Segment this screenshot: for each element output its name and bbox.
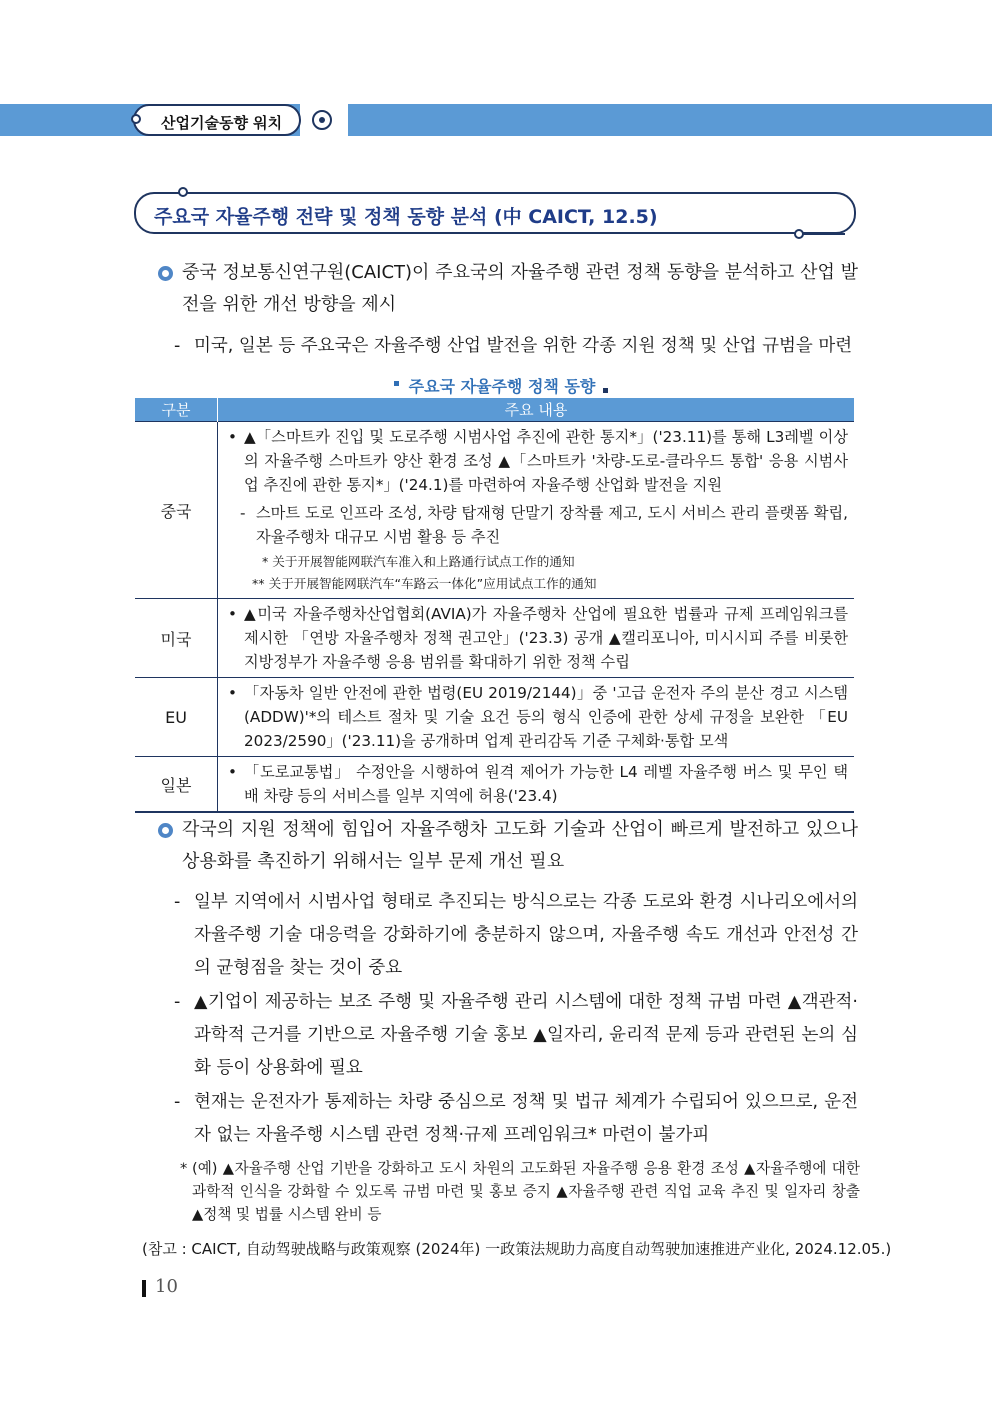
caption-square-icon xyxy=(394,381,399,386)
table-row-eu xyxy=(135,678,854,757)
dash-text: 현재는 운전자가 통제하는 차량 중심으로 정책 및 법규 체계가 수립되어 있으므로, 운전자 없는 자율주행 시스템 관련 정책·규제 프레임워크* 마련이 불가피 xyxy=(194,1092,858,1145)
content-cell xyxy=(218,422,855,599)
table-caption-text: 주요국 자율주행 정책 동향 xyxy=(408,377,596,396)
footnote-2: ** 关于开展智能网联汽车“车路云一体化”应用试点工作的通知 xyxy=(252,576,597,591)
table-caption xyxy=(0,374,992,397)
article-title-box xyxy=(134,192,856,234)
page-number-bar xyxy=(142,1280,146,1297)
content-dash xyxy=(226,501,848,549)
content-bullet xyxy=(226,602,848,674)
footnote-block xyxy=(180,1157,860,1229)
bullet-2-dash-1 xyxy=(174,886,858,986)
section-label-pill xyxy=(133,104,301,136)
country-cell: 미국 xyxy=(135,599,218,678)
page-number: 10 xyxy=(155,1276,178,1297)
table-row-usa xyxy=(135,599,854,678)
bullet-circle-icon xyxy=(158,823,173,838)
bullet-marker: • xyxy=(228,428,237,446)
col-header-content: 주요 내용 xyxy=(218,398,855,422)
dash-marker: - xyxy=(240,504,246,522)
content-cell xyxy=(218,599,855,678)
article-title: 주요국 자율주행 전략 및 정책 동향 분석 (中 CAICT, 12.5) xyxy=(154,206,658,228)
bullet-2-text: 각국의 지원 정책에 힘입어 자율주행차 고도화 기술과 산업이 빠르게 발전하고 있으나 상용화를 촉진하기 위해서는 일부 문제 개선 필요 xyxy=(182,819,858,872)
bullet-point-2 xyxy=(158,814,858,878)
bullet-text: 「자동차 일반 안전에 관한 법령(EU 2019/2144)」중 '고급 운전자 주의 분산 경고 시스템(ADDW)'*의 테스트 절차 및 기술 요건 등의 형식 인증에 관한 상세 규정을 보완한 「EU 2023/2590」('23.11)을 공개하며 업계 관리감독 기준 구체화·통합 모색 xyxy=(244,684,848,750)
footnote-1: * 关于开展智能网联汽车准入和上路通行试点工作的通知 xyxy=(262,554,575,569)
reference-citation: (참고 : CAICT, 自动驾驶战略与政策观察 (2024年) 一政策法规助力高度自动驾驶加速推进产业化, 2024.12.05.) xyxy=(142,1240,892,1258)
dash-marker: - xyxy=(174,1092,181,1112)
content-bullet xyxy=(226,760,848,808)
bullet-1-dash-1 xyxy=(174,330,858,363)
dash-marker: - xyxy=(174,892,181,912)
bullet-text: ▲「스마트카 진입 및 도로주행 시범사업 추진에 관한 통지*」('23.11)를 통해 L3레벨 이상의 자율주행 스마트카 양산 환경 조성 ▲「스마트카 '차량-도로-클라우드 통합' 응용 시범사업 추진에 관한 통지*」('24.1)를 마련하여 자율주행 산업화 발전을 지원 xyxy=(244,428,848,494)
footnote-marker: * xyxy=(180,1160,188,1177)
table-header-row xyxy=(135,398,854,422)
content-cell xyxy=(218,678,855,757)
policy-table xyxy=(135,398,854,813)
section-label: 산업기술동향 워치 xyxy=(161,114,283,132)
dash-text: 스마트 도로 인프라 조성, 차량 탑재형 단말기 장착률 제고, 도시 서비스 관리 플랫폼 확립, 자율주행차 대규모 시범 활용 등 추진 xyxy=(256,504,848,546)
pill-dot-icon xyxy=(131,114,141,124)
title-knob-icon xyxy=(178,187,188,197)
dash-text: 미국, 일본 등 주요국은 자율주행 산업 발전을 위한 각종 지원 정책 및 산업 규범을 마련 xyxy=(194,336,853,356)
dash-marker: - xyxy=(174,992,181,1012)
bullet-marker: • xyxy=(228,605,237,623)
content-cell xyxy=(218,757,855,813)
col-header-category: 구분 xyxy=(135,398,218,422)
bullet-text: 「도로교통법」 수정안을 시행하여 원격 제어가 가능한 L4 레벨 자율주행 버스 및 무인 택배 차량 등의 서비스를 일부 지역에 허용('23.4) xyxy=(244,763,848,805)
bullet-circle-icon xyxy=(158,266,173,281)
caption-square-icon xyxy=(603,388,608,393)
dash-text: 일부 지역에서 시범사업 형태로 추진되는 방식으로는 각종 도로와 환경 시나리오에서의 자율주행 기술 대응력을 강화하기에 충분하지 않으며, 자율주행 속도 개선과 안전성 간의 균형점을 찾는 것이 중요 xyxy=(194,892,858,978)
footnote-text: (예) ▲자율주행 산업 기반을 강화하고 도시 차원의 고도화된 자율주행 응용 환경 조성 ▲자율주행에 대한 과학적 인식을 강화할 수 있도록 규범 마련 및 홍보 증지 ▲자율주행 관련 직업 교육 추진 및 일자리 창출 ▲정책 및 법률 시스템 완비 등 xyxy=(192,1160,860,1223)
content-bullet xyxy=(226,681,848,753)
bullet-marker: • xyxy=(228,684,237,702)
bullet-marker: • xyxy=(228,763,237,781)
table-row-china xyxy=(135,422,854,599)
bullet-2-dash-2 xyxy=(174,986,858,1086)
dash-text: ▲기업이 제공하는 보조 주행 및 자율주행 관리 시스템에 대한 정책 규범 마련 ▲객관적·과학적 근거를 기반으로 자율주행 기술 홍보 ▲일자리, 윤리적 문제 등과 관련된 논의 심화 등이 상용화에 필요 xyxy=(194,992,858,1078)
title-tail-line xyxy=(803,233,845,235)
country-cell: 중국 xyxy=(135,422,218,599)
table-row-japan xyxy=(135,757,854,813)
bullet-1-text: 중국 정보통신연구원(CAICT)이 주요국의 자율주행 관련 정책 동향을 분석하고 산업 발전을 위한 개선 방향을 제시 xyxy=(182,262,858,315)
country-cell: 일본 xyxy=(135,757,218,813)
bullet-point-1 xyxy=(158,257,858,321)
dash-marker: - xyxy=(174,336,181,356)
target-circle-icon xyxy=(312,110,332,130)
content-bullet xyxy=(226,425,848,497)
bullet-text: ▲미국 자율주행차산업협회(AVIA)가 자율주행차 산업에 필요한 법률과 규제 프레임워크를 제시한 「연방 자율주행차 정책 권고안」('23.3) 공개 ▲캘리포니아, 미시시피 주를 비롯한 지방정부가 자율주행 응용 범위를 확대하기 위한 정책 수립 xyxy=(244,605,848,671)
bullet-2-dash-3 xyxy=(174,1086,858,1152)
country-cell: EU xyxy=(135,678,218,757)
